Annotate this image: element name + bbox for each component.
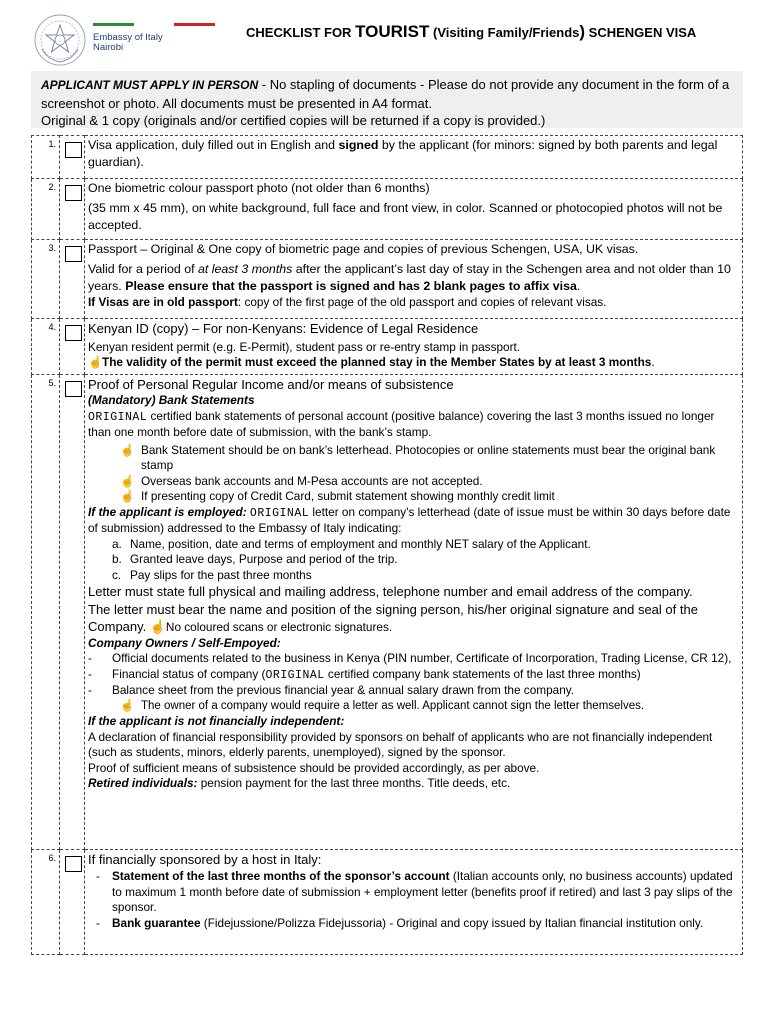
sponsor-statement: - Statement of the last three months of the sponsor’s account (Italian accounts only, no business accounts) updated to maximum 1 month before date of submission + employment letter (benefits proof if retired) and last 3 pay slips of the sponsor. [96, 869, 733, 914]
pointing-hand-icon: ☝ [120, 699, 135, 712]
item-number: 2. [32, 179, 60, 240]
sponsor-requirement: If financially sponsored by a host in Italy: [88, 851, 322, 867]
checklist-table [31, 135, 743, 955]
checkbox-item-1[interactable] [65, 142, 82, 158]
bank-statements-heading: (Mandatory) Bank Statements [88, 393, 255, 407]
pointing-hand-icon: ☝ [120, 442, 135, 457]
checklist-item-6 [32, 849, 743, 954]
income-requirement: Proof of Personal Regular Income and/or means of subsistence [88, 376, 454, 392]
notice-bold: APPLICANT MUST APPLY IN PERSON [41, 78, 259, 92]
checkbox-item-4[interactable] [65, 325, 82, 341]
sponsor-declaration: A declaration of financial responsibility provided by sponsors on behalf of applicants who are not financially independent (such as students, minors, elderly parents, unemployed), signed by the sponsor. [88, 729, 713, 759]
item-number: 3. [32, 240, 60, 319]
embassy-line-1: Embassy of Italy [93, 32, 163, 43]
item-number: 1. [32, 136, 60, 179]
embassy-name [93, 33, 163, 53]
employed-list-item: a. Name, position, date and terms of employment and monthly NET salary of the Applicant. [112, 536, 591, 551]
item-number: 6. [32, 849, 60, 954]
checkbox-item-2[interactable] [65, 185, 82, 201]
letter-address-note: Letter must state full physical and mailing address, telephone number and email address of the company. [88, 584, 693, 599]
checklist-item-3 [32, 240, 743, 319]
instructions-notice [31, 71, 743, 128]
checkbox-item-3[interactable] [65, 246, 82, 262]
employed-list-item: b. Granted leave days, Purpose and period of the trip. [112, 552, 398, 566]
photo-details: (35 mm x 45 mm), on white background, full face and front view, in color. Scanned or photocopied photos will not be accepted. [88, 201, 723, 232]
bank-guarantee: - Bank guarantee (Fidejussione/Polizza Fidejussoria) - Original and copy issued by Italian financial institution only. [96, 915, 704, 930]
owner-note: ☝ The owner of a company would require a letter as well. Applicant cannot sign the letter themselves. [88, 699, 739, 715]
pointing-hand-icon: ☝ [120, 489, 135, 503]
retired-note: Retired individuals: pension payment for the last three months. Title deeds, etc. [88, 776, 511, 790]
company-owners-heading: Company Owners / Self-Empoyed: [88, 635, 281, 650]
italian-emblem-icon [33, 13, 87, 67]
checkbox-item-5[interactable] [65, 381, 82, 397]
pointing-hand-icon: ☝ [120, 473, 135, 488]
checklist-item-4 [32, 319, 743, 375]
old-passport-note: If Visas are in old passport: copy of the first page of the old passport and copies of relevant visas. [88, 295, 607, 309]
item-number: 5. [32, 374, 60, 849]
letter-signature-note: The letter must bear the name and position of the signing person, his/her original signature and seal of the Company. ☝No coloured scans or electronic signatures. [88, 601, 698, 634]
not-independent-heading: If the applicant is not financially independent: [88, 714, 345, 728]
passport-validity: Valid for a period of at least 3 months after the applicant’s last day of stay in the Schengen area and not older than 10 years. Please ensure that the passport is signed and has 2 blank pages to affix visa. [88, 262, 731, 293]
employed-text: If the applicant is employed: ORIGINAL letter on company's letterhead (date of issue must be within 30 days before date of submission) addressed to the Embassy of Italy indicating: [88, 504, 731, 535]
employed-list-item: c. Pay slips for the past three months [112, 567, 312, 582]
checkbox-item-6[interactable] [65, 856, 82, 872]
embassy-line-2: Nairobi [93, 42, 124, 53]
owner-document: - Financial status of company (ORIGINAL certified company bank statements of the last three months) [88, 666, 641, 682]
owner-document: - Balance sheet from the previous financial year & annual salary drawn from the company. [88, 683, 575, 697]
passport-requirement: Passport – Original & One copy of biometric page and copies of previous Schengen, USA, UK visas. [88, 242, 639, 256]
page-header [0, 0, 768, 70]
pointing-hand-icon: ☝ [88, 355, 103, 369]
id-requirement: Kenyan ID (copy) – For non-Kenyans: Evidence of Legal Residence [88, 321, 479, 336]
item-number: 4. [32, 319, 60, 375]
page-title: CHECKLIST FOR TOURIST (Visiting Family/Friends) SCHENGEN VISA [246, 22, 697, 41]
permit-validity: ☝The validity of the permit must exceed the planned stay in the Member States by at least 3 months. [88, 355, 655, 369]
bank-bullet: ☝ Overseas bank accounts and M-Pesa accounts are not accepted. [120, 473, 483, 488]
checklist-item-2 [32, 179, 743, 240]
subsistence-proof: Proof of sufficient means of subsistence should be provided accordingly, as per above. [88, 760, 540, 775]
pointing-hand-icon: ☝ [149, 619, 167, 634]
italian-flag-stripe [93, 23, 215, 26]
bank-statements-text: ORIGINAL certified bank statements of personal account (positive balance) covering the last 3 months issued no longer than one month before date of submission, with the bank’s stamp. [88, 408, 715, 439]
checklist-item-5 [32, 374, 743, 849]
bank-bullet: ☝ If presenting copy of Credit Card, submit statement showing monthly credit limit [120, 489, 555, 503]
checklist-item-1: 1. Visa application, duly filled out in English and signed by the applicant (for minors: signed by both parents and legal guardian). [32, 136, 743, 179]
resident-permit: Kenyan resident permit (e.g. E-Permit), student pass or re-entry stamp in passport. [88, 339, 521, 354]
owner-document: - Official documents related to the business in Kenya (PIN number, Certificate of Incorporation, Trading License, CR 12), [88, 651, 732, 665]
notice-text: - No stapling of documents - Please do not provide any document in the form of a screenshot or photo. All documents must be presented in A4 format. [41, 77, 730, 111]
photo-requirement: One biometric colour passport photo (not older than 6 months) [88, 181, 430, 195]
notice-copies: Original & 1 copy (originals and/or certified copies will be returned if a copy is provided.) [41, 113, 546, 128]
bank-bullet: ☝ Bank Statement should be on bank’s letterhead. Photocopies or online statements must bear the original bank stamp [120, 442, 716, 472]
